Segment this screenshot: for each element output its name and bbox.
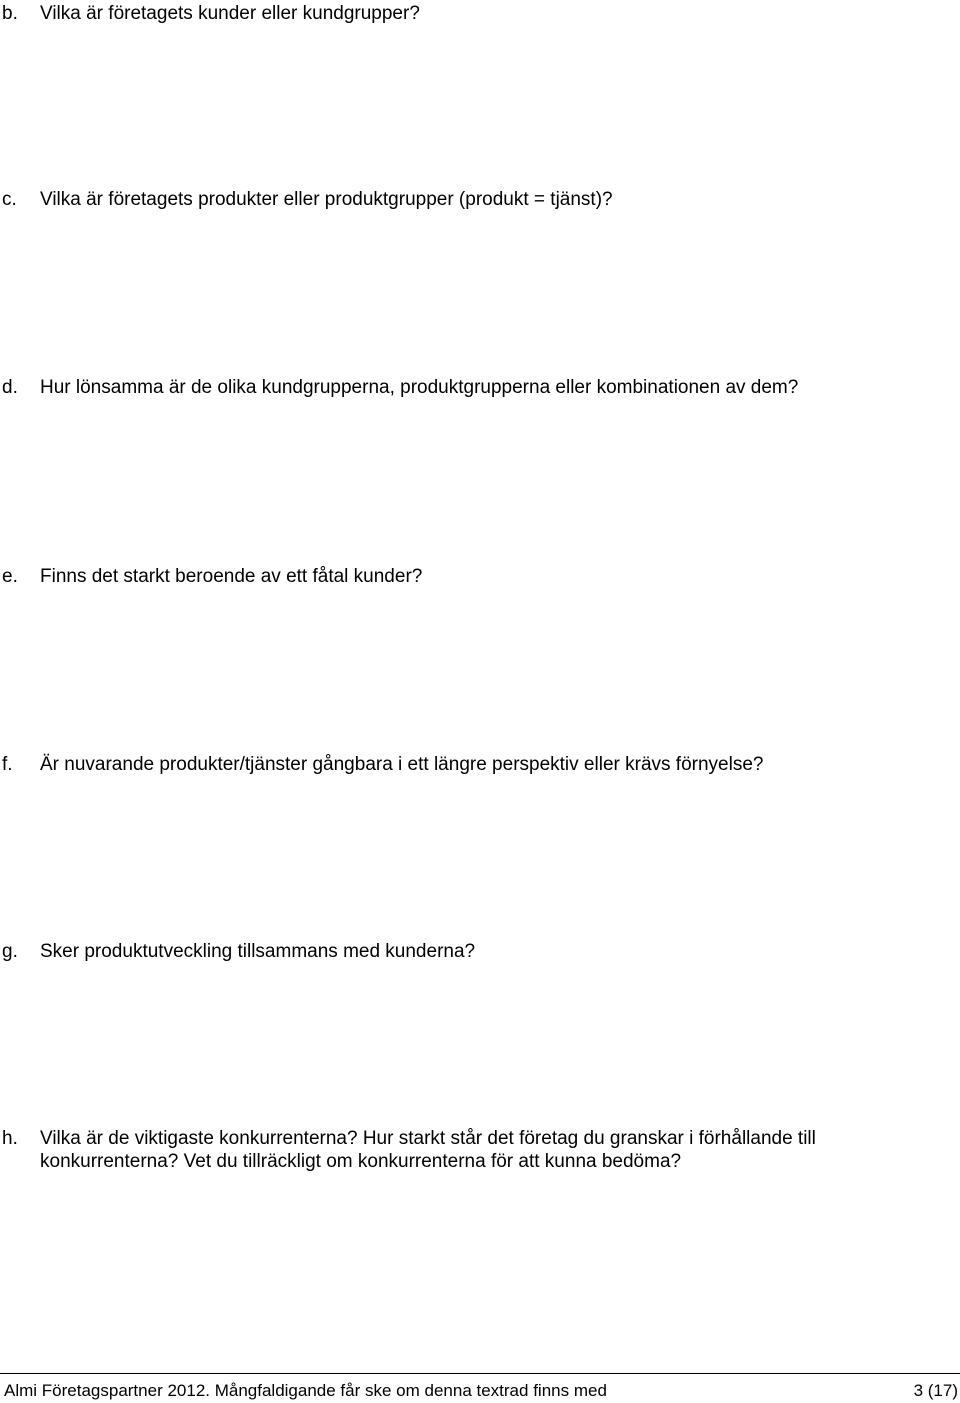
question-letter: g. xyxy=(2,941,18,962)
question-text: Vilka är företagets produkter eller produktgrupper (produkt = tjänst)? xyxy=(40,189,613,210)
question-text: Finns det starkt beroende av ett fåtal kunder? xyxy=(40,566,423,587)
footer-copyright: Almi Företagspartner 2012. Mångfaldigande får ske om denna textrad finns med xyxy=(4,1381,607,1400)
page-number: 3 (17) xyxy=(913,1381,958,1400)
question-text: Är nuvarande produkter/tjänster gångbara i ett längre perspektiv eller krävs förnyelse? xyxy=(40,754,764,775)
question-text: Vilka är de viktigaste konkurrenterna? Hur starkt står det företag du granskar i förhållande till konkurrenterna? Vet du tillräckligt om konkurrenterna för att kunna bedöma? xyxy=(40,1128,816,1172)
question-letter: f. xyxy=(2,754,13,775)
question-letter: e. xyxy=(2,566,18,587)
question-text: Hur lönsamma är de olika kundgrupperna, produktgrupperna eller kombinationen av dem? xyxy=(40,377,799,398)
question-letter: h. xyxy=(2,1128,18,1149)
question-letter: d. xyxy=(2,377,18,398)
question-letter: b. xyxy=(2,3,18,24)
question-text: Vilka är företagets kunder eller kundgrupper? xyxy=(40,3,420,24)
question-text: Sker produktutveckling tillsammans med kunderna? xyxy=(40,941,476,962)
footer-divider xyxy=(0,1373,960,1374)
question-letter: c. xyxy=(2,189,17,210)
